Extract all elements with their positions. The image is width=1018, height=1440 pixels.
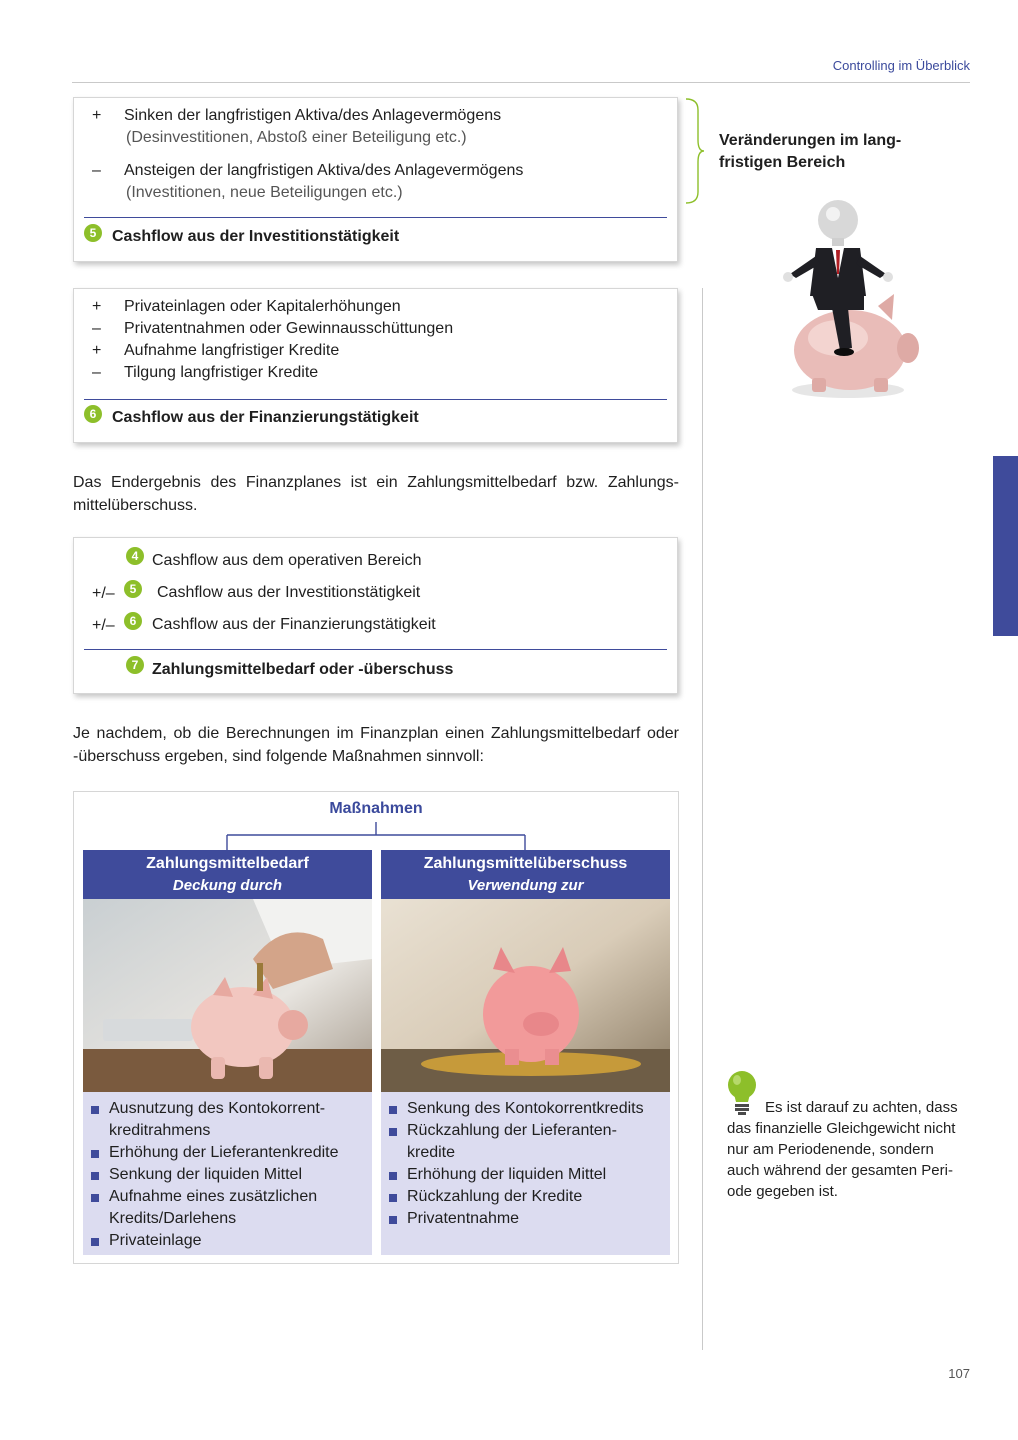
measures-diagram	[73, 791, 679, 1264]
list-item: Privateinlage	[83, 1230, 372, 1252]
measures-column-surplus	[381, 850, 670, 1255]
list-item: Erhöhung der liquiden Mittel	[381, 1164, 670, 1186]
invest-result: Cashflow aus der Investitionstätigkeit	[112, 228, 400, 245]
column-header: Zahlungsmittelüberschuss Verwendung zur	[381, 850, 670, 899]
step-badge-7: 7	[126, 656, 144, 674]
summary-row-sign: +/–	[92, 585, 115, 602]
sum-rule	[84, 399, 667, 400]
page-number: 107	[948, 1366, 970, 1381]
running-head: Controlling im Überblick	[832, 58, 970, 73]
margin-rule	[702, 288, 703, 1350]
summary-row: Cashflow aus der Investitionstätigkeit	[157, 584, 421, 601]
summary-row: Cashflow aus der Finanzierungstätigkeit	[152, 616, 436, 633]
businessman-on-piggy-bank-image	[778, 198, 923, 403]
summary-row: Cashflow aus dem operativen Bereich	[152, 552, 422, 569]
column-header: Zahlungsmittelbedarf Deckung durch	[83, 850, 372, 899]
list-item: Senkung der liquiden Mittel	[83, 1164, 372, 1186]
list-item: Rückzahlung der Kredite	[381, 1186, 670, 1208]
measures-title: Maßnahmen	[329, 800, 423, 817]
tree-connector	[74, 792, 680, 852]
measures-list-need	[83, 1098, 372, 1252]
list-item: Senkung des Kontokorrentkredits	[381, 1098, 670, 1120]
step-badge-6: 6	[124, 612, 142, 630]
measures-list-surplus	[381, 1098, 670, 1230]
summary-box	[73, 537, 678, 694]
finance-box: + Privateinlagen oder Kapitalerhöhungen – Privatentnahmen oder Gewinnausschüttungen + Aufnahme langfristiger Kredite – Tilgung langfristiger Kredite 6 Cashflow aus der Finanzierungstätigkeit	[73, 288, 678, 443]
step-badge-5: 5	[124, 580, 142, 598]
chapter-thumb-tab	[993, 456, 1018, 636]
invest-box: + Sinken der langfristigen Aktiva/des Anlagevermögens (Desinvestitionen, Abstoß einer Beteiligung etc.) – Ansteigen der langfristigen Aktiva/des Anlagevermögens (Investitionen, neue Beteiligungen etc.) 5 Cashflow aus der Investitionstätigkeit	[73, 97, 678, 262]
list-item: Rückzahlung der Lieferanten- kredite	[381, 1120, 670, 1164]
piggy-bank-coin-photo	[83, 899, 372, 1092]
step-badge-5: 5	[84, 224, 102, 242]
result-paragraph: Das Endergebnis des Finanzplanes ist ein Zahlungsmittelbedarf bzw. Zahlungs- mittelüberschuss.	[73, 474, 679, 514]
brace-icon	[684, 98, 706, 204]
list-item: Ausnutzung des Kontokorrent- kreditrahmens	[83, 1098, 372, 1142]
summary-result: Zahlungsmittelbedarf oder -überschuss	[152, 661, 454, 678]
summary-row-sign: +/–	[92, 617, 115, 634]
header-rule	[72, 82, 970, 83]
measures-column-need	[83, 850, 372, 1255]
margin-heading: Veränderungen im lang- fristigen Bereich	[719, 132, 902, 171]
piggy-bank-coins-photo	[381, 899, 670, 1092]
finance-result: Cashflow aus der Finanzierungstätigkeit	[112, 409, 419, 426]
sum-rule	[84, 217, 667, 218]
step-badge-6: 6	[84, 405, 102, 423]
step-badge-4: 4	[126, 547, 144, 565]
measures-paragraph: Je nachdem, ob die Berechnungen im Finanzplan einen Zahlungsmittelbedarf oder -überschuss ergeben, sind folgende Maßnahmen sinnvoll:	[73, 725, 679, 765]
sum-rule	[84, 649, 667, 650]
tip-text: Es ist darauf zu achten, dass das finanzielle Gleichgewicht nicht nur am Periodenende, sondern auch während der gesamten Peri- ode gegeben ist.	[727, 1099, 958, 1200]
list-item: Privatentnahme	[381, 1208, 670, 1230]
list-item: Aufnahme eines zusätzlichen Kredits/Darlehens	[83, 1186, 372, 1230]
list-item: Erhöhung der Lieferantenkredite	[83, 1142, 372, 1164]
